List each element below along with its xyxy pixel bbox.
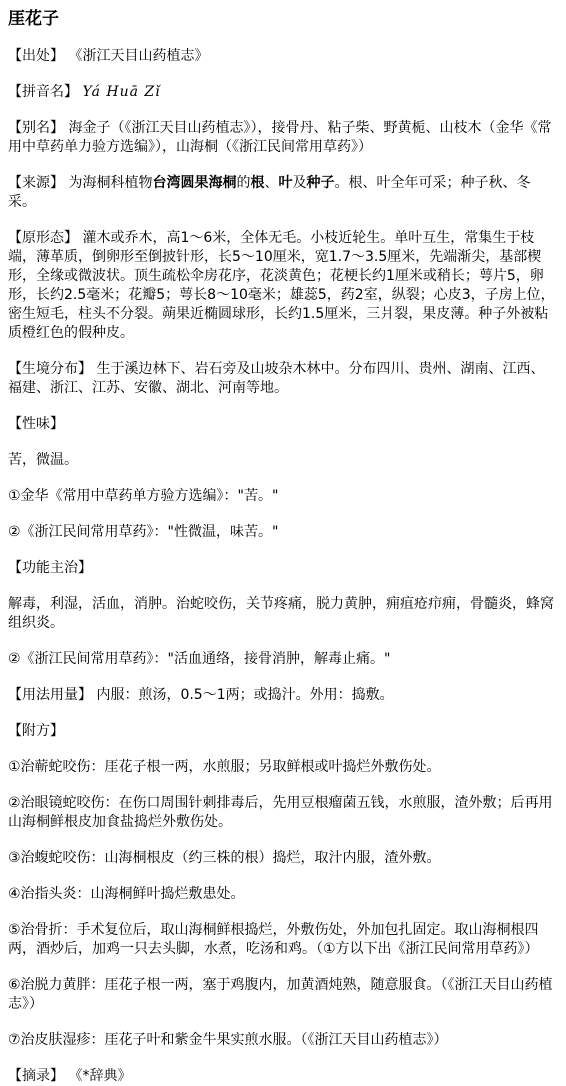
function-item: ②《浙江民间常用草药》："活血通络，接骨消肿，解毒止痛。" bbox=[8, 651, 391, 667]
origin-label: 【来源】 bbox=[8, 175, 64, 191]
origin-plant: 台湾圆果海桐 bbox=[152, 175, 237, 191]
prescription-item: ⑤治骨折：手术复位后，取山海桐鲜根捣烂，外敷伤处，外加包扎固定。取山海桐根四两，酒炒后，加鸡一只去头脚，水煮，吃汤和鸡。（①方以下出《浙江民间常用草药》） bbox=[8, 922, 539, 957]
source-label: 【出处】 bbox=[8, 48, 64, 64]
habitat-label: 【生境分布】 bbox=[8, 361, 92, 377]
prescription-item: ①治蕲蛇咬伤：厓花子根一两，水煎服；另取鲜根或叶捣烂外敷伤处。 bbox=[8, 759, 441, 775]
excerpt-label: 【摘录】 bbox=[8, 1068, 64, 1084]
page-title: 厓花子 bbox=[8, 9, 59, 29]
nature-label: 【性味】 bbox=[8, 416, 64, 432]
nature-item: ①金华《常用中草药单方验方选编》："苦。" bbox=[8, 488, 279, 504]
usage-section bbox=[8, 686, 558, 705]
origin-mid1: 的 bbox=[236, 175, 251, 191]
morphology-label: 【原形态】 bbox=[8, 230, 78, 246]
origin-mid2: 及 bbox=[292, 175, 307, 191]
excerpt-text: 《*辞典》 bbox=[68, 1068, 132, 1084]
function-text: 解毒，利湿，活血，消肿。治蛇咬伤，关节疼痛，脱力黄肿，痈疽疮疖痈，骨髓炎，蜂窝组织炎。 bbox=[8, 596, 554, 631]
pinyin-text: Yá Huā Zǐ bbox=[82, 84, 161, 100]
morphology-text: 灌木或乔木，高1～6米，全体无毛。小枝近轮生。单叶互生，常集生于枝端，薄革质，倒卵形至倒披针形，长5～10厘米，宽1.7～3.5厘米，先端渐尖，基部楔形，全缘或微波状。顶生疏松伞房花序，花淡黄色；花梗长约1厘米或稍长；萼片5，卵形，长约2.5毫米；花瓣5；萼长8～10毫米；雄蕊5，药2室，纵裂；心皮3，子房上位，密生短毛，柱头不分裂。蒴果近椭圆球形，长约1.5厘米，三爿裂，果皮薄。种子外被粘质橙红色的假种皮。 bbox=[8, 230, 555, 341]
prescriptions-label: 【附方】 bbox=[8, 723, 64, 739]
alias-label: 【别名】 bbox=[8, 120, 64, 136]
origin-leaf: 叶 bbox=[278, 175, 293, 191]
origin-seed: 种子 bbox=[306, 175, 335, 191]
source-section bbox=[8, 47, 558, 66]
pinyin-label: 【拼音名】 bbox=[8, 84, 78, 100]
prescription-item: ⑦治皮肤湿疹：厓花子叶和紫金牛果实煎水服。（《浙江天目山药植志》） bbox=[8, 1032, 448, 1048]
pinyin-section bbox=[8, 83, 558, 102]
origin-sep1: 、 bbox=[264, 175, 279, 191]
alias-text: 海金子（《浙江天目山药植志》），接骨丹、粘子柴、野黄栀、山枝木（金华《常用中草药单力验方选编》），山海桐（《浙江民间常用草药》） bbox=[8, 120, 552, 155]
nature-item: ②《浙江民间常用草药》："性微温，味苦。" bbox=[8, 524, 279, 540]
usage-label: 【用法用量】 bbox=[8, 687, 92, 703]
alias-section bbox=[8, 119, 558, 157]
prescription-item: ⑥治脱力黄胖：厓花子根一两，塞于鸡腹内，加黄酒炖熟，随意服食。（《浙江天目山药植志》） bbox=[8, 977, 553, 1012]
origin-section bbox=[8, 174, 558, 212]
origin-post: 。根、叶全年可采；种子秋、冬采。 bbox=[8, 175, 531, 210]
prescription-item: ④治指头炎：山海桐鲜叶捣烂敷患处。 bbox=[8, 886, 245, 902]
source-text: 《浙江天目山药植志》 bbox=[68, 48, 209, 64]
origin-pre: 为海桐科植物 bbox=[68, 175, 153, 191]
nature-text: 苦，微温。 bbox=[8, 452, 78, 468]
usage-text: 内服：煎汤，0.5～1两；或捣汁。外用：捣敷。 bbox=[96, 687, 394, 703]
origin-root: 根 bbox=[250, 175, 265, 191]
prescription-item: ②治眼镜蛇咬伤：在伤口周围针刺排毒后，先用豆根瘤菌五钱，水煎服，渣外敷；后再用山海桐鲜根皮加食盐捣烂外敷伤处。 bbox=[8, 795, 553, 830]
function-label: 【功能主治】 bbox=[8, 560, 92, 576]
habitat-section bbox=[8, 360, 558, 398]
excerpt-section bbox=[8, 1067, 558, 1086]
habitat-text: 生于溪边林下、岩石旁及山坡杂木林中。分布四川、贵州、湖南、江西、福建、浙江、江苏、安徽、湖北、河南等地。 bbox=[8, 361, 545, 396]
morphology-section bbox=[8, 229, 558, 343]
prescription-item: ③治蝮蛇咬伤：山海桐根皮（约三株的根）捣烂，取汁内服，渣外敷。 bbox=[8, 850, 441, 866]
